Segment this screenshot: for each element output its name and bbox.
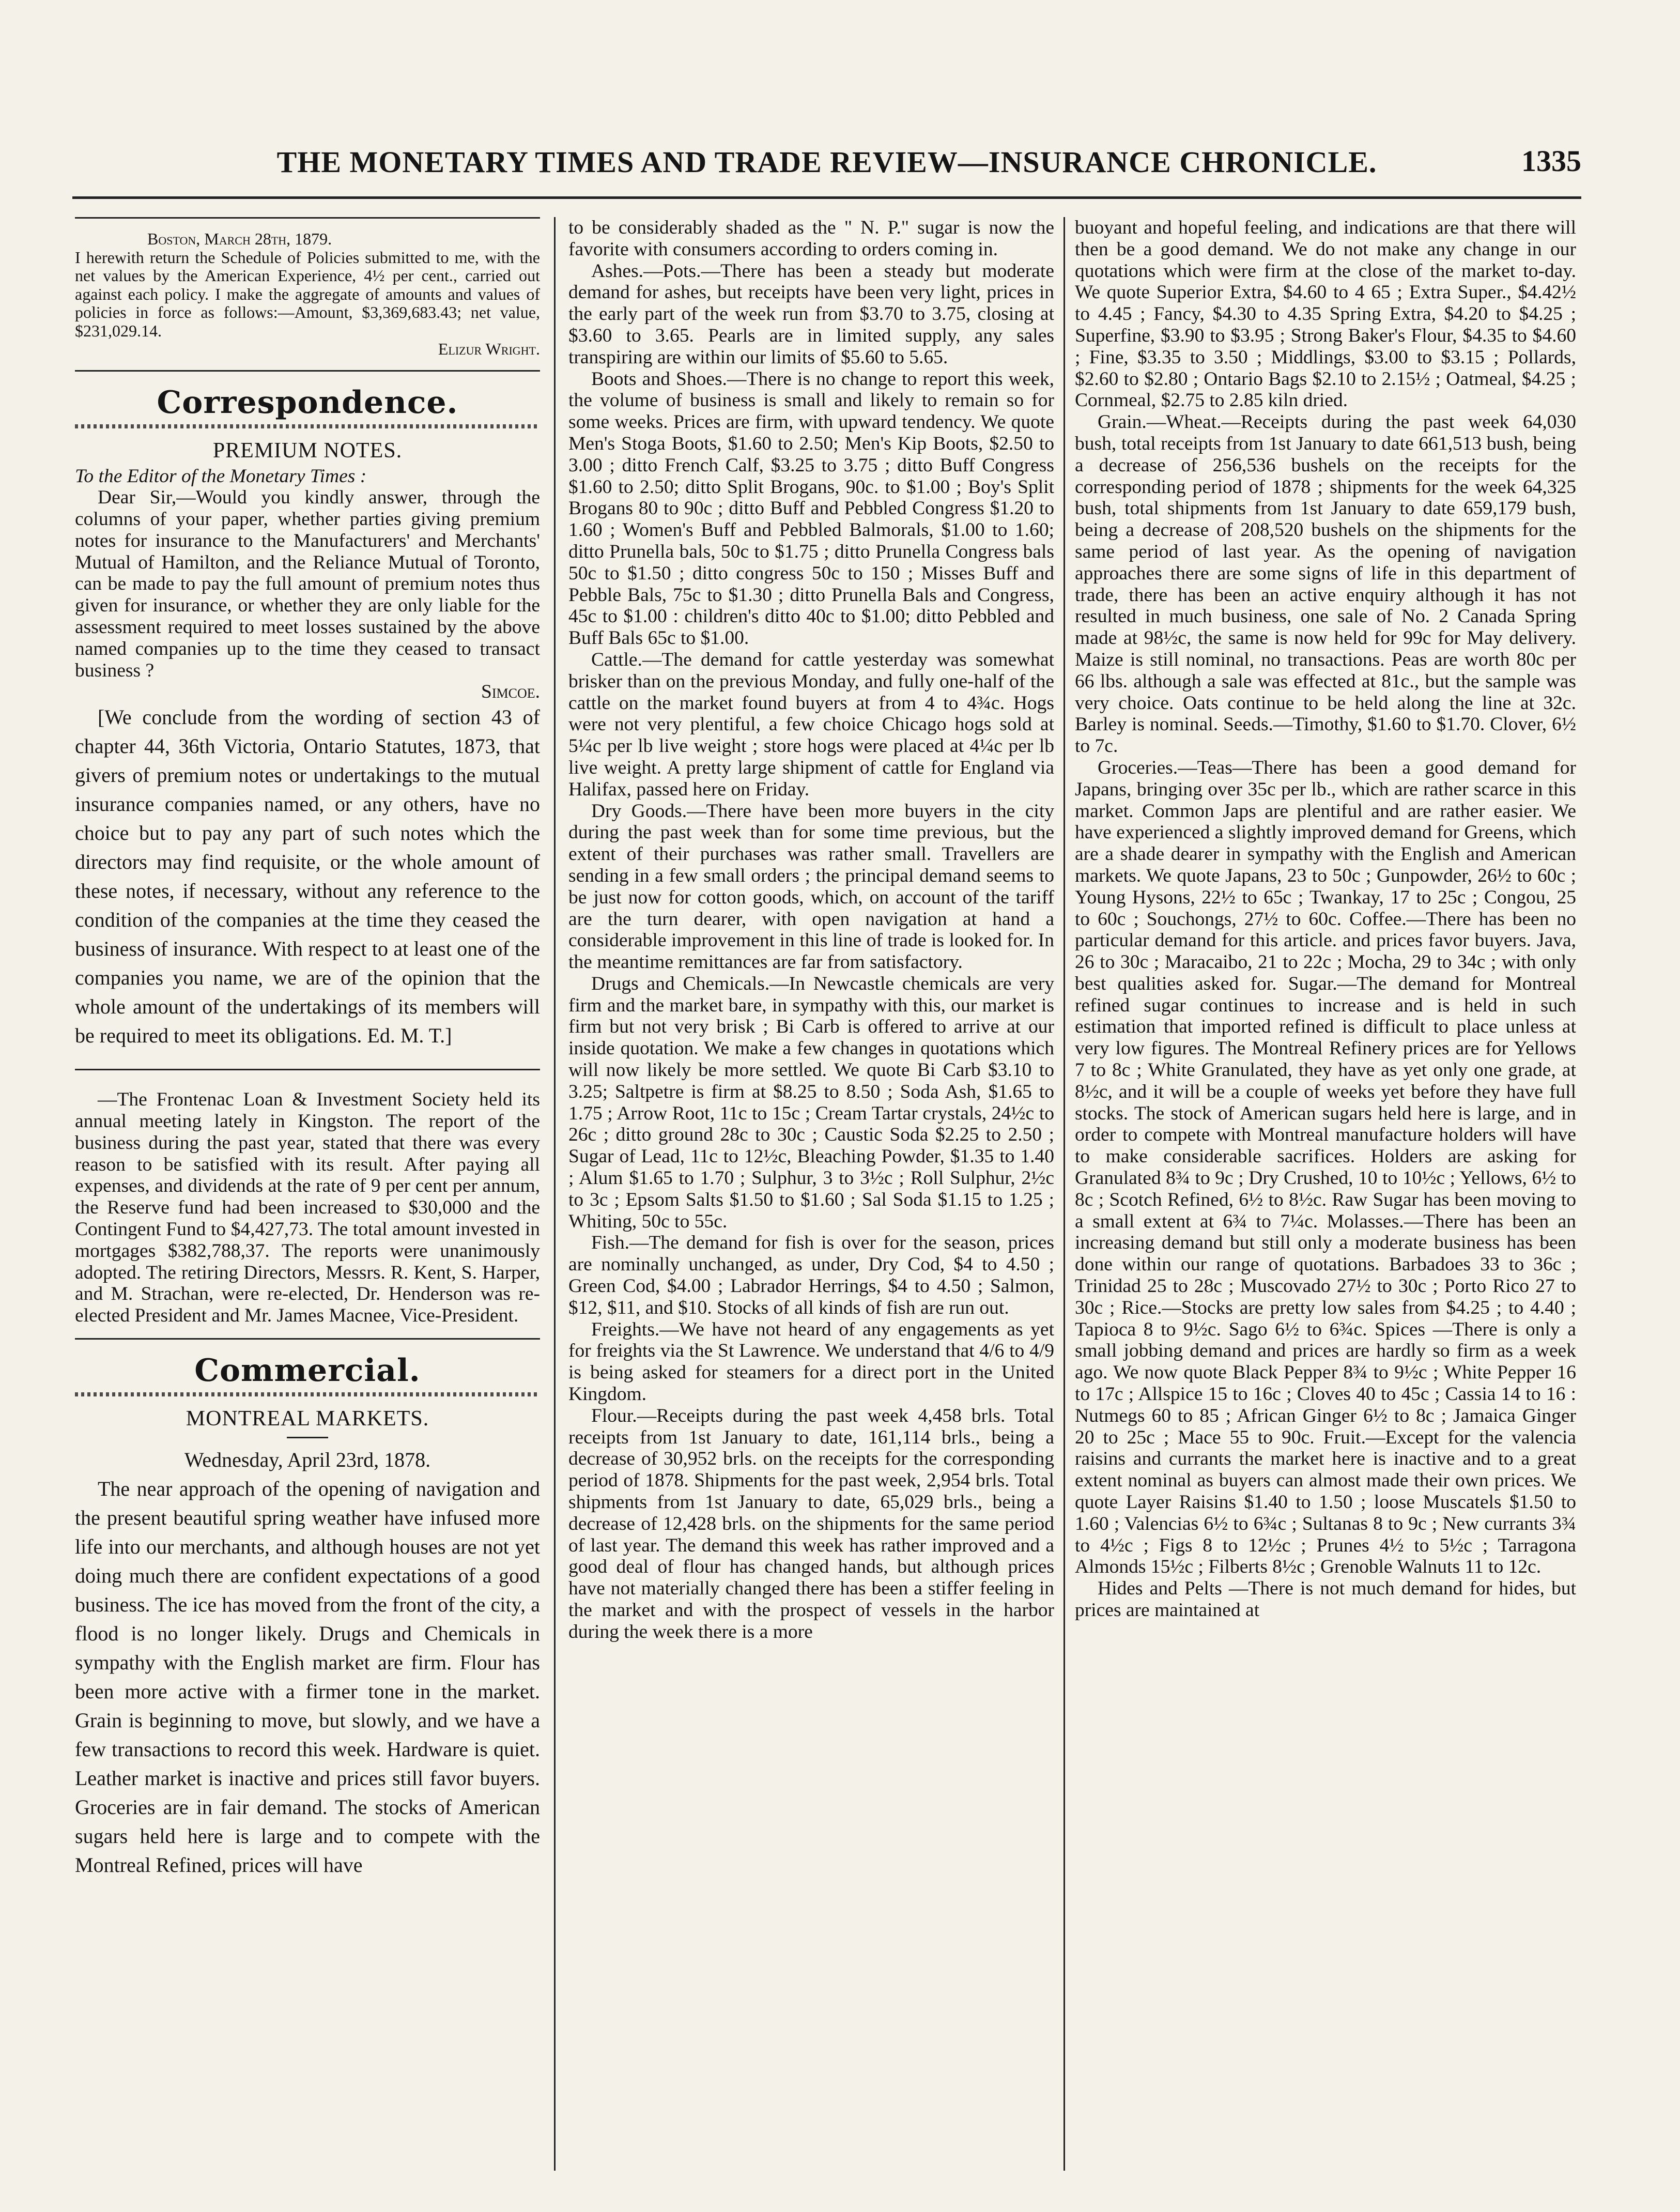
boots-report: Boots and Shoes.—There is no change to report this week, the volume of business is small and likely to remain so for some weeks. Prices are firm, with upward tendency. We quote Men's Stoga Boots, $1.60 to 2.50; Men's Kip Boots, $2.50 to 3.00 ; ditto French Calf, $3.25 to 3.75 ; ditto Buff Congress $1.60 to 2.50; ditto Split Brogans, 90c. to $1.00 ; Boy's Split Brogans 80 to 90c ; ditto Buff and Pebbled Congress $1.20 to 1.60 ; Women's Buff and Pebbled Balmorals, $1.00 to 1.60; ditto Prunella bals, 50c to $1.75 ; ditto Prunella Congress bals 50c to $1.50 ; ditto congress 50c to 150 ; Misses Buff and Pebble Bals, 75c to $1.30 ; ditto Prunella Bals and Congress, 45c to $1.00 : children's ditto 40c to $1.00; ditto Pebbled and Buff Bals 65c to $1.00.	[568, 368, 1054, 649]
drugs-report: Drugs and Chemicals.—In Newcastle chemicals are very firm and the market bare, in sympathy with this, our market is firm but not very brisk ; Bi Carb is offered to arrive at our inside quotation. We make a few changes in quotations which will now likely be more settled. We quote Bi Carb $3.10 to 3.25; Saltpetre is firm at $8.25 to 8.50 ; Soda Ash, $1.65 to 1.75 ; Arrow Root, 11c to 15c ; Cream Tartar crystals, 24½c to 26c ; ditto ground 28c to 30c ; Caustic Soda $2.25 to 2.50 ; Sugar of Lead, 11c to 12½c, Bleaching Powder, $1.35 to 1.40 ; Alum $1.65 to 1.70 ; Sulphur, 3 to 3½c ; Roll Sulphur, 2½c to 3c ; Epsom Salts $1.50 to $1.60 ; Sal Soda $1.15 to 1.25 ; Whiting, 50c to 55c.	[568, 973, 1054, 1232]
fish-report: Fish.—The demand for fish is over for the season, prices are nominally unchanged, as under, Dry Cod, $4 to 4.50 ; Green Cod, $4.00 ; Labrador Herrings, $4 to 4.50 ; Salmon, $12, $11, and $10. Stocks of all kinds of fish are run out.	[568, 1232, 1054, 1318]
column-divider	[554, 217, 556, 2171]
ashes-report: Ashes.—Pots.—There has been a steady but moderate demand for ashes, but receipts have been very light, prices in the early part of the week run from $3.70 to 3.75, closing at $3.60 to 3.65. Pearls are in limited supply, any sales transpiring are within our limits of $5.60 to 5.65.	[568, 260, 1054, 368]
ornamental-rule	[75, 1392, 540, 1396]
continued-text: buoyant and hopeful feeling, and indications are that there will then be a good demand. We do not make any change in our quotations which were firm at the close of the market to-day. We quote Superior Extra, $4.60 to 4 65 ; Extra Super., $4.42½ to 4.45 ; Fancy, $4.30 to 4.35 Spring Extra, $4.20 to $4.25 ; Superfine, $3.90 to $3.95 ; Strong Baker's Flour, $4.35 to $4.60 ; Fine, $3.35 to 3.50 ; Middlings, $3.00 to $3.15 ; Pollards, $2.60 to $2.80 ; Ontario Bags $2.10 to 2.15½ ; Oatmeal, $4.25 ; Cornmeal, $2.75 to 2.85 kiln dried.	[1075, 217, 1576, 411]
markets-intro: The near approach of the opening of navigation and the present beautiful spring weather have infused more life into our merchants, and although houses are not yet doing much there are confident expectations of a good business. The ice has moved from the front of the city, a flood is no longer likely. Drugs and Chemicals in sympathy with the English market are firm. Flour has been more active with a firmer tone in the market. Grain is beginning to move, but slowly, and we have a few transactions to record this week. Hardware is quiet. Leather market is inactive and prices still favor buyers. Groceries are in fair demand. The stocks of American sugars held here is large and to compete with the Montreal Refined, prices will have	[75, 1477, 540, 1877]
markets-title: MONTREAL MARKETS.	[186, 1407, 429, 1431]
section-rule	[75, 1069, 540, 1070]
correspondence-heading: Correspondence.	[157, 384, 458, 421]
ornamental-rule	[75, 424, 540, 428]
flour-report: Flour.—Receipts during the past week 4,458 brls. Total receipts from 1st January to date, 161,114 brls., being a decrease of 30,952 brls. on the receipts for the corresponding period of 1878. Shipments for the past week, 2,954 brls. Total shipments from 1st January to date, 65,029 brls., being a decrease of 12,428 brls. on the shipments for the same period of last year. The demand this week has rather improved and a good deal of flour has changed hands, but although prices have not materially changed there has been a stiffer feeling in the market and with the prospect of vessels in the harbor during the week there is a more	[568, 1405, 1054, 1642]
column-middle	[568, 217, 1054, 2171]
markets-date: Wednesday, April 23rd, 1878.	[184, 1448, 431, 1472]
continued-text: to be considerably shaded as the " N. P." sugar is now the favorite with consumers according to orders coming in.	[568, 217, 1054, 260]
short-rule	[287, 1437, 328, 1438]
page-header	[72, 140, 1581, 199]
grain-report: Grain.—Wheat.—Receipts during the past week 64,030 bush, total receipts from 1st January to date 661,513 bush, being a decrease of 256,536 bushels on the receipts for the corresponding period of 1878 ; shipments for the week 64,325 bush, total shipments from 1st January to date 659,179 bush, being a decrease of 208,520 bushels on the shipments for the same period of last year. As the opening of navigation approaches there are some signs of life in this department of trade, there has been an active enquiry although it has not resulted in much business, one sale of No. 2 Canada Spring made at 98½c, the same is now held for 99c for May delivery. Maize is still nominal, no transactions. Peas are worth 80c per 66 lbs. although a sale was effected at 81c., but the sample was very choice. Oats continue to be held along the line at 32c. Barley is nominal. Seeds.—Timothy, $1.60 to $1.70. Clover, 6½ to 7c.	[1075, 411, 1576, 757]
column-divider	[1064, 217, 1065, 2171]
top-rule	[75, 217, 540, 219]
dry-goods-report: Dry Goods.—There have been more buyers in the city during the past week than for some time previous, but the extent of their purchases was rather small. Travellers are sending in a few small orders ; the principal demand seems to be just now for cotton goods, which, on account of the tariff are the turn dearer, with open navigation at hand a considerable improvement in this line of trade is looked for. In the meantime remittances are far from satisfactory.	[568, 800, 1054, 973]
premium-notes-title: PREMIUM NOTES.	[212, 438, 403, 463]
letter-signature: Elizur Wright.	[438, 340, 540, 358]
editor-reply: [We conclude from the wording of section 43 of chapter 44, 36th Victoria, Ontario Statutes, 1873, that givers of premium notes or undertakings to the mutual insurance companies named, or any others, have no choice but to pay any part of such notes which the directors may find requisite, or the whole amount of these notes, if necessary, without any reference to the condition of the companies at the time they ceased the business of insurance. With respect to at least one of the companies you name, we are of the opinion that the whole amount of the undertakings of its members will be required to meet its obligations. Ed. M. T.]	[75, 705, 540, 1048]
running-title: THE MONETARY TIMES AND TRADE REVIEW—INSURANCE CHRONICLE.	[276, 145, 1377, 179]
letter-body: I herewith return the Schedule of Policies submitted to me, with the net values by the American Experience, 4½ per cent., carried out against each policy. I make the aggregate of amounts and values of policies in force as follows:—Amount, $3,369,683.43; net value, $231,029.14.	[75, 248, 540, 340]
commercial-heading: Commercial.	[194, 1353, 421, 1389]
premium-letter-signature: Simcoe.	[481, 681, 540, 703]
section-rule	[75, 370, 540, 372]
letter-date: Boston, March 28th, 1879.	[147, 229, 332, 248]
section-rule	[75, 1338, 540, 1340]
premium-letter: Dear Sir,—Would you kindly answer, through the columns of your paper, whether parties giving premium notes for insurance to the Manufacturers' and Merchants' Mutual of Hamilton, and the Reliance Mutual of Toronto, can be made to pay the full amount of premium notes thus given for insurance, or whether they are only liable for the assessment required to meet losses sustained by the above named companies up to the time they ceased to transact business ?	[75, 487, 540, 681]
page-number: 1335	[1521, 144, 1581, 178]
hides-report: Hides and Pelts —There is not much demand for hides, but prices are maintained at	[1075, 1578, 1576, 1621]
freights-report: Freights.—We have not heard of any engagements as yet for freights via the St Lawrence. We understand that 4/6 to 4/9 is being asked for steamers for a direct port in the United Kingdom.	[568, 1318, 1054, 1405]
salutation: To the Editor of the Monetary Times :	[75, 465, 367, 487]
column-right	[1075, 217, 1576, 2171]
frontenac-item: —The Frontenac Loan & Investment Society held its annual meeting lately in Kingston. The report of the business during the past year, stated that there was every reason to be satisfied with its result. After paying all expenses, and dividends at the rate of 9 per cent per annum, the Reserve fund had been increased to $30,000 and the Contingent Fund to $4,427,73. The total amount invested in mortgages $382,788,37. The reports were unanimously adopted. The retiring Directors, Messrs. R. Kent, S. Harper, and M. Strachan, were re-elected, Dr. Henderson was re-elected President and Mr. James Macnee, Vice-President.	[75, 1089, 540, 1327]
column-left	[75, 217, 540, 2171]
cattle-report: Cattle.—The demand for cattle yesterday was somewhat brisker than on the previous Monday, and fully one-half of the cattle on the market found buyers at from 4 to 4¾c. Hogs were not very plentiful, a few choice Chicago hogs sold at 5¼c per lb live weight ; store hogs were placed at 4¼c per lb live weight. A pretty large shipment of cattle for England via Halifax, passed here on Friday.	[568, 649, 1054, 800]
groceries-report: Groceries.—Teas—There has been a good demand for Japans, bringing over 35c per lb., which are rather scarce in this market. Common Japs are plentiful and are rather easier. We have experienced a slightly improved demand for Greens, which are a shade dearer in sympathy with the English and American markets. We quote Japans, 23 to 50c ; Gunpowder, 26½ to 60c ; Young Hysons, 22½ to 65c ; Twankay, 17 to 25c ; Congou, 25 to 60c ; Souchongs, 27½ to 60c. Coffee.—There has been no particular demand for this article. and prices favor buyers. Java, 26 to 30c ; Maracaibo, 21 to 22c ; Mocha, 29 to 34c ; with only best qualities asked for. Sugar.—The demand for Montreal refined sugar continues to increase and is held in such estimation that imported refined is difficult to place unless at very low figures. The Montreal Refinery prices are for Yellows 7 to 8c ; White Granulated, they have as yet only one grade, at 8½c, and it will be a couple of weeks yet before they have full stocks. The stock of American sugars held here is large, and in order to compete with Montreal manufacture holders will have to make considerable sacrifices. Holders are asking for Granulated 8¾ to 9c ; Dry Crushed, 10 to 10½c ; Yellows, 6½ to 8c ; Scotch Refined, 6½ to 8½c. Raw Sugar has been moving to a small extent at 6¾ to 7¼c. Molasses.—There has been an increasing demand but still only a moderate business has been done within our range of quotations. Barbadoes 33 to 36c ; Trinidad 25 to 28c ; Muscovado 27½ to 30c ; Porto Rico 27 to 30c ; Rice.—Stocks are pretty low sales from $4.25 ; to 4.40 ; Tapioca 8 to 9½c. Sago 6½ to 6¾c. Spices —There is only a small jobbing demand and prices are hardly so firm as a week ago. We now quote Black Pepper 8¾ to 9½c ; White Pepper 16 to 17c ; Allspice 15 to 16c ; Cloves 40 to 45c ; Cassia 14 to 16 : Nutmegs 60 to 85 ; African Ginger 6½ to 8c ; Jamaica Ginger 20 to 25c ; Mace 55 to 90c. Fruit.—Except for the valencia raisins and currants the market here is inactive and to a great extent nominal as buyers can almost made their own prices. We quote Layer Raisins $1.40 to 1.50 ; loose Muscatels $1.50 to 1.60 ; Valencias 6½ to 6¾c ; Sultanas 8 to 9c ; New currants 3¾ to 4½c ; Figs 8 to 12½c ; Prunes 4½ to 5½c ; Tarragona Almonds 15½c ; Filberts 8½c ; Grenoble Walnuts 11 to 12c.	[1075, 757, 1576, 1578]
